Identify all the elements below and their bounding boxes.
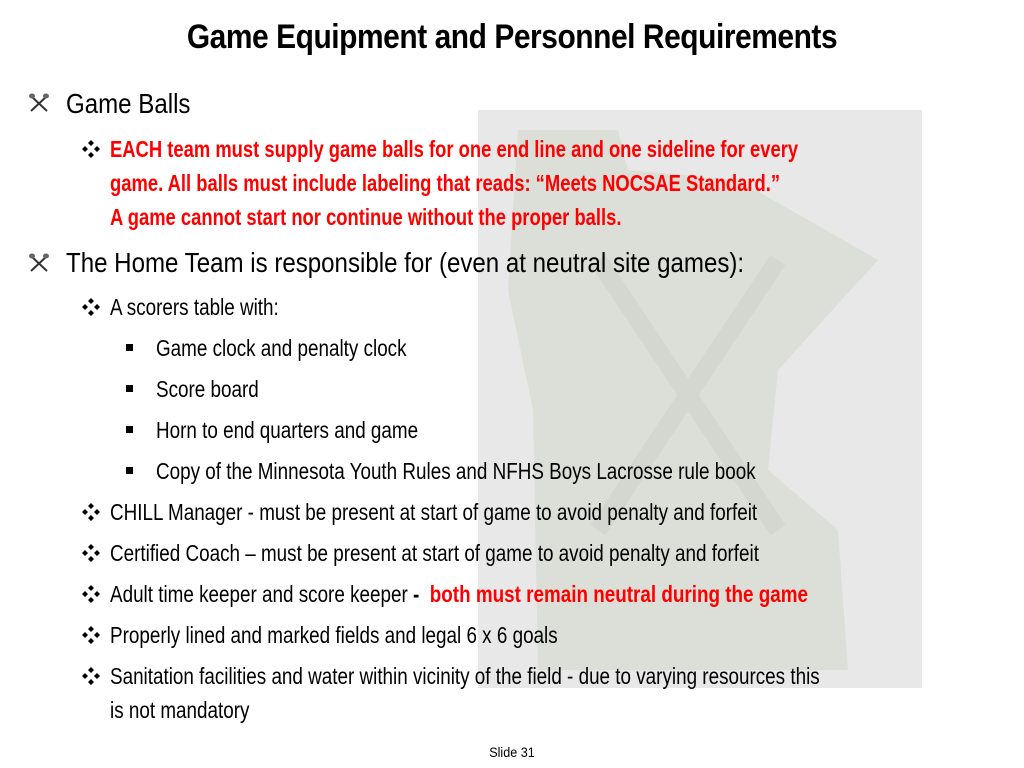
slide-number: Slide 31: [489, 744, 535, 760]
certified-coach-requirement: Certified Coach – must be present at start of game to avoid penalty and forfeit: [110, 540, 759, 566]
square-bullet-icon: [126, 385, 133, 392]
diamond-bullet-icon: [82, 503, 100, 521]
diamond-bullet-icon: [82, 626, 100, 644]
bullet-home-team: [66, 247, 855, 279]
diamond-bullet-icon: [82, 140, 100, 158]
square-bullet-icon: [126, 467, 133, 474]
game-balls-requirement-line-3: A game cannot start nor continue without the proper balls.: [110, 204, 622, 230]
time-keeper-dash: -: [407, 581, 425, 607]
game-balls-requirement-line-1: EACH team must supply game balls for one end line and one sideline for every: [110, 136, 799, 162]
bullet-home-team-label: The Home Team is responsible for (even at neutral site games):: [66, 247, 745, 278]
fields-requirement: Properly lined and marked fields and legal 6 x 6 goals: [110, 622, 558, 648]
sanitation-requirement-line-2: is not mandatory: [110, 697, 250, 723]
square-bullet-icon: [126, 426, 133, 433]
crossed-lacrosse-sticks-icon: [28, 252, 50, 274]
scorers-item-clocks: Game clock and penalty clock: [156, 335, 407, 361]
diamond-bullet-icon: [82, 298, 100, 316]
diamond-bullet-icon: [82, 544, 100, 562]
square-bullet-icon: [126, 344, 133, 351]
diamond-bullet-icon: [82, 667, 100, 685]
time-keeper-requirement: [110, 581, 961, 608]
sanitation-requirement-line-1: Sanitation facilities and water within vicinity of the field - due to varying resources this: [110, 663, 820, 689]
chill-manager-requirement: CHILL Manager - must be present at start of game to avoid penalty and forfeit: [110, 499, 758, 525]
scorers-item-rule-book: Copy of the Minnesota Youth Rules and NFHS Boys Lacrosse rule book: [156, 458, 756, 484]
slide-title: Game Equipment and Personnel Requirements: [186, 18, 838, 56]
diamond-bullet-icon: [82, 585, 100, 603]
game-balls-requirement-line-2: game. All balls must include labeling that reads: “Meets NOCSAE Standard.”: [110, 170, 781, 196]
crossed-lacrosse-sticks-icon: [28, 92, 50, 114]
scorers-item-score-board: Score board: [156, 376, 259, 402]
neutral-emphasis: both must remain neutral during the game: [429, 581, 809, 607]
bullet-game-balls: [66, 88, 211, 120]
scorers-item-horn: Horn to end quarters and game: [156, 417, 419, 443]
time-keeper-text: Adult time keeper and score keeper: [110, 581, 408, 607]
scorers-table-label: A scorers table with:: [110, 294, 279, 320]
bullet-game-balls-label: Game Balls: [66, 88, 191, 119]
